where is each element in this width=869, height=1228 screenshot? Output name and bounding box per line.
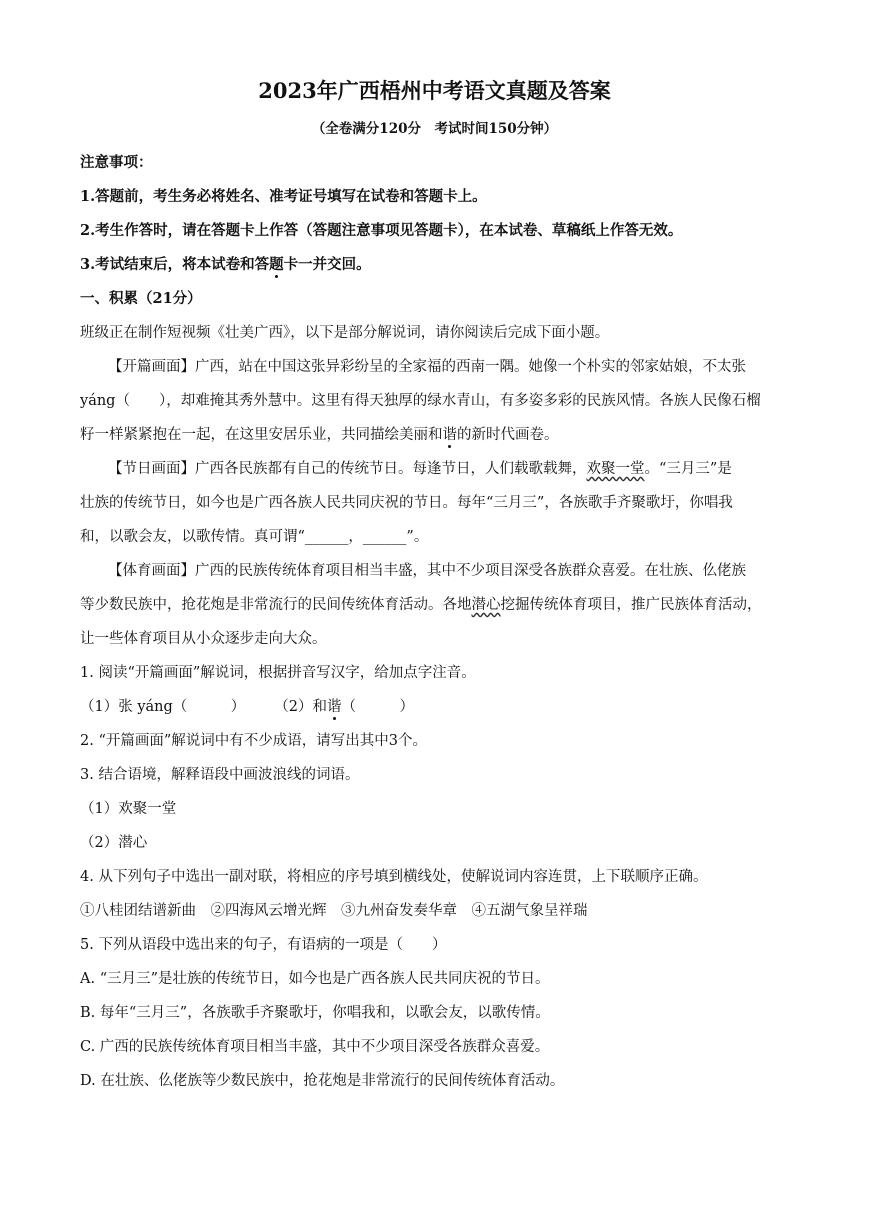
dotted-char-xie: 谐 xyxy=(442,427,457,443)
notice-item-3-dotted-char: 题 xyxy=(269,256,284,273)
paragraph-sports-text-b: 挖掘传统体育项目，推广民族体育活动， xyxy=(500,597,762,613)
page-title: 2023年广西梧州中考语文真题及答案 xyxy=(258,78,611,103)
notice-item-3-text-a: 3.考试结束后，将本试卷和答 xyxy=(80,256,270,273)
question-5-option-b: B. 每年“三月三”，各族歌手齐聚歌圩，你唱我和，以歌会友，以歌传情。 xyxy=(80,1005,550,1021)
question-5-option-c: C. 广西的民族传统体育项目相当丰盛，其中不少项目深受各族群众喜爱。 xyxy=(80,1039,550,1055)
question-5: 5. 下列从语段中选出来的句子，有语病的一项是（ ） xyxy=(80,937,447,953)
notice-item-2: 2.考生作答时，请在答题卡上作答（答题注意事项见答题卡），在本试卷、草稿纸上作答无效。 xyxy=(80,222,683,239)
question-3-item-1: （1）欢聚一堂 xyxy=(80,801,177,817)
paragraph-festival-text-a: 【节日画面】广西各民族都有自己的传统节日。每逢节日，人们载歌载舞， xyxy=(108,461,587,477)
paragraph-opening-text-b: 的新时代画卷。 xyxy=(457,427,559,443)
question-3-item-2: （2）潜心 xyxy=(80,835,148,851)
wavy-term-qianxin: 潜心 xyxy=(471,597,501,613)
notice-heading: 注意事项： xyxy=(80,154,153,171)
question-5-option-d: D. 在壮族、仫佬族等少数民族中，抢花炮是非常流行的民间传统体育活动。 xyxy=(80,1073,565,1089)
section-intro: 班级正在制作短视频《壮美广西》，以下是部分解说词，请你阅读后完成下面小题。 xyxy=(80,325,610,341)
paragraph-opening-line-1: 【开篇画面】广西，站在中国这张异彩纷呈的全家福的西南一隅。她像一个朴实的邻家姑娘，不太张 xyxy=(108,359,746,375)
question-5-option-a: A. “三月三”是壮族的传统节日，如今也是广西各族人民共同庆祝的节日。 xyxy=(80,971,550,987)
question-3: 3. 结合语境，解释语段中画波浪线的词语。 xyxy=(80,767,360,783)
paragraph-opening-line-2: yáng（ ），却难掩其秀外慧中。这里有得天独厚的绿水青山，有多姿多彩的民族风情。各族人民像石榴 xyxy=(80,393,761,409)
paragraph-opening-line-3 xyxy=(80,425,800,445)
paragraph-festival-line-2: 壮族的传统节日，如今也是广西各族人民共同庆祝的节日。每年“三月三”，各族歌手齐聚歌圩，你唱我 xyxy=(80,495,733,511)
question-2: 2. “开篇画面”解说词中有不少成语，请写出其中3个。 xyxy=(80,733,427,749)
section-heading: 一、积累（21分） xyxy=(80,290,202,307)
question-4-options: ①八桂团结谱新曲 ②四海风云增光辉 ③九州奋发奏华章 ④五湖气象呈祥瑞 xyxy=(80,903,588,919)
question-1-sub-text-a: （1）张 yáng（ ） （2）和 xyxy=(80,699,328,715)
paragraph-sports-line-3: 让一些体育项目从小众逐步走向大众。 xyxy=(80,631,327,647)
paragraph-opening-text-a: 籽一样紧紧抱在一起，在这里安居乐业，共同描绘美丽和 xyxy=(80,427,443,443)
notice-item-3-text-b: 卡一并交回。 xyxy=(283,256,371,273)
notice-item-3 xyxy=(80,255,800,275)
question-1: 1. 阅读“开篇画面”解说词，根据拼音写汉字，给加点字注音。 xyxy=(80,665,476,681)
question-1-sub-text-b: （ ） xyxy=(341,699,415,715)
paragraph-sports-line-2 xyxy=(80,595,800,615)
question-1-dotted-char: 谐 xyxy=(327,699,342,715)
paragraph-festival-line-1 xyxy=(108,459,828,479)
notice-item-1: 1.答题前，考生务必将姓名、准考证号填写在试卷和答题卡上。 xyxy=(80,188,487,205)
paragraph-festival-line-3: 和，以歌会友，以歌传情。真可谓“______，______”。 xyxy=(80,529,429,545)
question-4: 4. 从下列句子中选出一副对联，将相应的序号填到横线处，使解说词内容连贯，上下联顺序正确。 xyxy=(80,869,708,885)
paragraph-sports-line-1: 【体育画面】广西的民族传统体育项目相当丰盛，其中不少项目深受各族群众喜爱。在壮族、仫佬族 xyxy=(108,563,746,579)
exam-info: （全卷满分120分 考试时间150分钟） xyxy=(311,121,558,137)
paragraph-festival-text-b: 。“三月三”是 xyxy=(644,461,732,477)
paragraph-sports-text-a: 等少数民族中，抢花炮是非常流行的民间传统体育活动。各地 xyxy=(80,597,472,613)
question-1-subitems xyxy=(80,697,800,717)
wavy-term-huanjuyitang: 欢聚一堂 xyxy=(586,461,645,477)
